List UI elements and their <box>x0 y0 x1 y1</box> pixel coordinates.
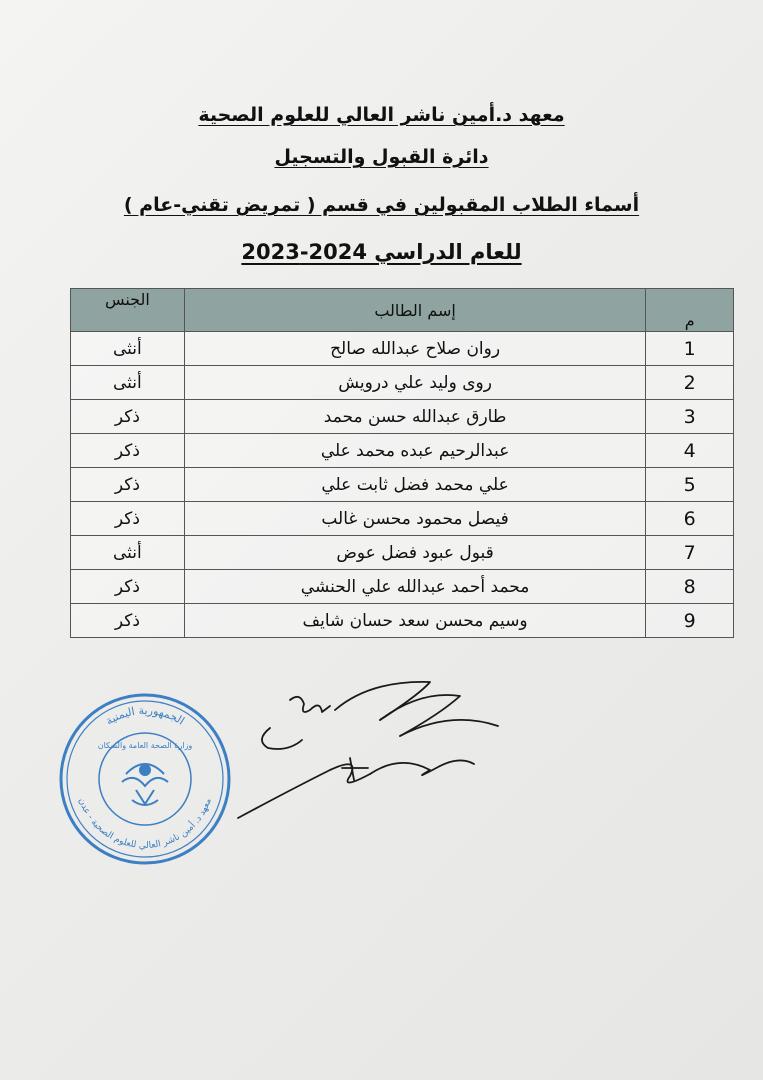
stamp-text-ministry: وزارة الصحة العامة والسكان <box>97 741 193 750</box>
eagle-emblem-icon <box>122 764 168 805</box>
official-seal-icon <box>56 690 234 868</box>
row-student-name: عبدالرحيم عبده محمد علي <box>184 434 646 468</box>
row-number: 7 <box>646 536 734 570</box>
row-number: 4 <box>646 434 734 468</box>
row-number: 9 <box>646 604 734 638</box>
row-gender: ذكر <box>71 604 185 638</box>
institute-title: معهد د.أمين ناشر العالي للعلوم الصحية <box>198 104 565 126</box>
row-number: 1 <box>646 332 734 366</box>
list-title: أسماء الطلاب المقبولين في قسم ( تمريض تقني-عام ) <box>123 194 640 216</box>
table-header-row <box>71 289 734 332</box>
row-student-name: قبول عبود فضل عوض <box>184 536 646 570</box>
header-name: إسم الطالب <box>184 289 646 332</box>
stamp-text-top: الجمهورية اليمنية <box>103 703 187 728</box>
row-gender: ذكر <box>71 400 185 434</box>
row-number: 3 <box>646 400 734 434</box>
row-number: 6 <box>646 502 734 536</box>
table-row <box>71 400 734 434</box>
table-row <box>71 434 734 468</box>
row-number: 2 <box>646 366 734 400</box>
row-gender: أنثى <box>71 536 185 570</box>
row-gender: ذكر <box>71 434 185 468</box>
row-gender: أنثى <box>71 366 185 400</box>
department-title: دائرة القبول والتسجيل <box>274 146 489 168</box>
table-body <box>71 332 734 638</box>
row-student-name: روان صلاح عبدالله صالح <box>184 332 646 366</box>
table-row <box>71 332 734 366</box>
table-row <box>71 604 734 638</box>
header-gender: الجنس <box>71 289 185 332</box>
table-row <box>71 366 734 400</box>
row-student-name: علي محمد فضل ثابت علي <box>184 468 646 502</box>
svg-text:الجمهورية اليمنية <box>103 704 186 728</box>
row-number: 5 <box>646 468 734 502</box>
row-student-name: روى وليد علي درويش <box>184 366 646 400</box>
row-gender: ذكر <box>71 468 185 502</box>
row-gender: ذكر <box>71 570 185 604</box>
row-student-name: فيصل محمود محسن غالب <box>184 502 646 536</box>
table-row <box>71 570 734 604</box>
row-student-name: وسيم محسن سعد حسان شايف <box>184 604 646 638</box>
row-gender: أنثى <box>71 332 185 366</box>
row-number: 8 <box>646 570 734 604</box>
academic-year: للعام الدراسي 2024-2023 <box>241 240 522 264</box>
table-row <box>71 536 734 570</box>
row-gender: ذكر <box>71 502 185 536</box>
table-row <box>71 468 734 502</box>
row-student-name: طارق عبدالله حسن محمد <box>184 400 646 434</box>
students-table <box>70 288 734 638</box>
table-row <box>71 502 734 536</box>
row-student-name: محمد أحمد عبدالله علي الحنشي <box>184 570 646 604</box>
header-number: م <box>646 289 734 332</box>
stamp-text-bottom: معهد د. أمين ناشر العالي للعلوم الصحية - عدن <box>76 797 214 852</box>
handwritten-signature-icon <box>230 670 520 830</box>
